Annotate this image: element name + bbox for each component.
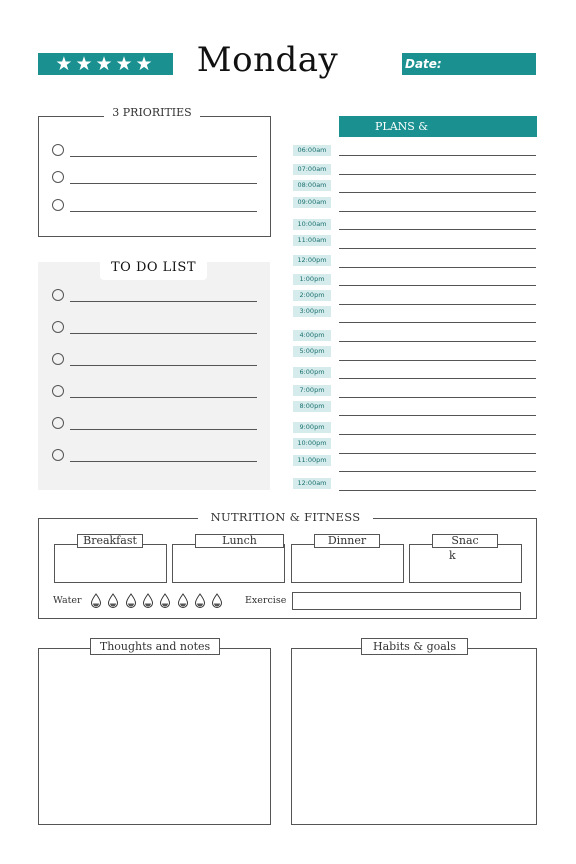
time-slot-label: 09:00am (293, 197, 331, 208)
priority-line[interactable] (70, 211, 257, 212)
priorities-box (38, 116, 271, 237)
time-slot-label: 10:00pm (293, 438, 331, 449)
schedule-line[interactable] (339, 360, 536, 361)
schedule-line[interactable] (339, 415, 536, 416)
priority-checkbox[interactable] (52, 199, 64, 211)
exercise-input[interactable] (292, 592, 521, 610)
schedule-line[interactable] (339, 471, 536, 472)
habits-box[interactable] (291, 648, 537, 825)
water-drop-icon[interactable] (125, 593, 135, 605)
meal-label: Breakfast (77, 534, 143, 548)
time-slot-label: 07:00am (293, 164, 331, 175)
meal-box[interactable] (54, 544, 167, 583)
time-slot-label: 06:00am (293, 145, 331, 156)
schedule-line[interactable] (339, 304, 536, 305)
time-slot-label: 08:00am (293, 180, 331, 191)
water-drop-icon[interactable] (107, 593, 117, 605)
priorities-title: 3 PRIORITIES (104, 106, 200, 119)
schedule-line[interactable] (339, 434, 536, 435)
time-slot-label: 3:00pm (293, 306, 331, 317)
time-slot-label: 2:00pm (293, 290, 331, 301)
page-title: Monday (196, 40, 339, 80)
time-slot-label: 9:00pm (293, 422, 331, 433)
priority-checkbox[interactable] (52, 144, 64, 156)
schedule-line[interactable] (339, 248, 536, 249)
todo-box (38, 262, 270, 490)
thoughts-title: Thoughts and notes (90, 638, 220, 655)
priority-line[interactable] (70, 183, 257, 184)
todo-line[interactable] (70, 365, 257, 366)
todo-checkbox[interactable] (52, 353, 64, 365)
schedule-line[interactable] (339, 174, 536, 175)
rating-stars: ★★★★★ (38, 53, 173, 75)
schedule-line[interactable] (339, 341, 536, 342)
nutrition-title: NUTRITION & FITNESS (198, 511, 373, 524)
water-drop-icon[interactable] (90, 593, 100, 605)
todo-line[interactable] (70, 333, 257, 334)
schedule-line[interactable] (339, 378, 536, 379)
time-slot-label: 12:00am (293, 478, 331, 489)
date-field[interactable] (402, 53, 536, 75)
meal-label: Dinner (314, 534, 380, 548)
water-drop-icon[interactable] (177, 593, 187, 605)
priority-checkbox[interactable] (52, 171, 64, 183)
water-drop-icon[interactable] (159, 593, 169, 605)
time-slot-label: 11:00pm (293, 455, 331, 466)
exercise-label: Exercise (245, 595, 287, 606)
meal-box[interactable] (172, 544, 285, 583)
todo-checkbox[interactable] (52, 417, 64, 429)
meal-label: Lunch (195, 534, 284, 548)
thoughts-box[interactable] (38, 648, 271, 825)
schedule-line[interactable] (339, 155, 536, 156)
todo-line[interactable] (70, 429, 257, 430)
todo-checkbox[interactable] (52, 385, 64, 397)
date-label: Date: (405, 57, 442, 71)
snack-label-overflow: k (449, 549, 456, 562)
meal-label: Snac (432, 534, 498, 548)
water-label: Water (53, 595, 82, 606)
habits-title: Habits & goals (361, 638, 468, 655)
schedule-line[interactable] (339, 453, 536, 454)
water-drop-icon[interactable] (142, 593, 152, 605)
meal-box[interactable] (291, 544, 404, 583)
schedule-line[interactable] (339, 192, 536, 193)
time-slot-label: 10:00am (293, 219, 331, 230)
schedule-line[interactable] (339, 267, 536, 268)
todo-line[interactable] (70, 461, 257, 462)
schedule-line[interactable] (339, 490, 536, 491)
meal-box[interactable] (409, 544, 522, 583)
todo-line[interactable] (70, 301, 257, 302)
time-slot-label: 8:00pm (293, 401, 331, 412)
water-drop-icon[interactable] (194, 593, 204, 605)
schedule-line[interactable] (339, 285, 536, 286)
schedule-line[interactable] (339, 322, 536, 323)
time-slot-label: 6:00pm (293, 367, 331, 378)
water-drop-icon[interactable] (211, 593, 221, 605)
time-slot-label: 1:00pm (293, 274, 331, 285)
time-slot-label: 7:00pm (293, 385, 331, 396)
priority-line[interactable] (70, 156, 257, 157)
schedule-line[interactable] (339, 229, 536, 230)
todo-line[interactable] (70, 397, 257, 398)
time-slot-label: 11:00am (293, 235, 331, 246)
schedule-line[interactable] (339, 211, 536, 212)
todo-checkbox[interactable] (52, 449, 64, 461)
time-slot-label: 5:00pm (293, 346, 331, 357)
time-slot-label: 4:00pm (293, 330, 331, 341)
todo-checkbox[interactable] (52, 289, 64, 301)
todo-title: TO DO LIST (100, 256, 207, 280)
plans-header: PLANS & (339, 116, 537, 137)
schedule-line[interactable] (339, 397, 536, 398)
time-slot-label: 12:00pm (293, 255, 331, 266)
todo-checkbox[interactable] (52, 321, 64, 333)
